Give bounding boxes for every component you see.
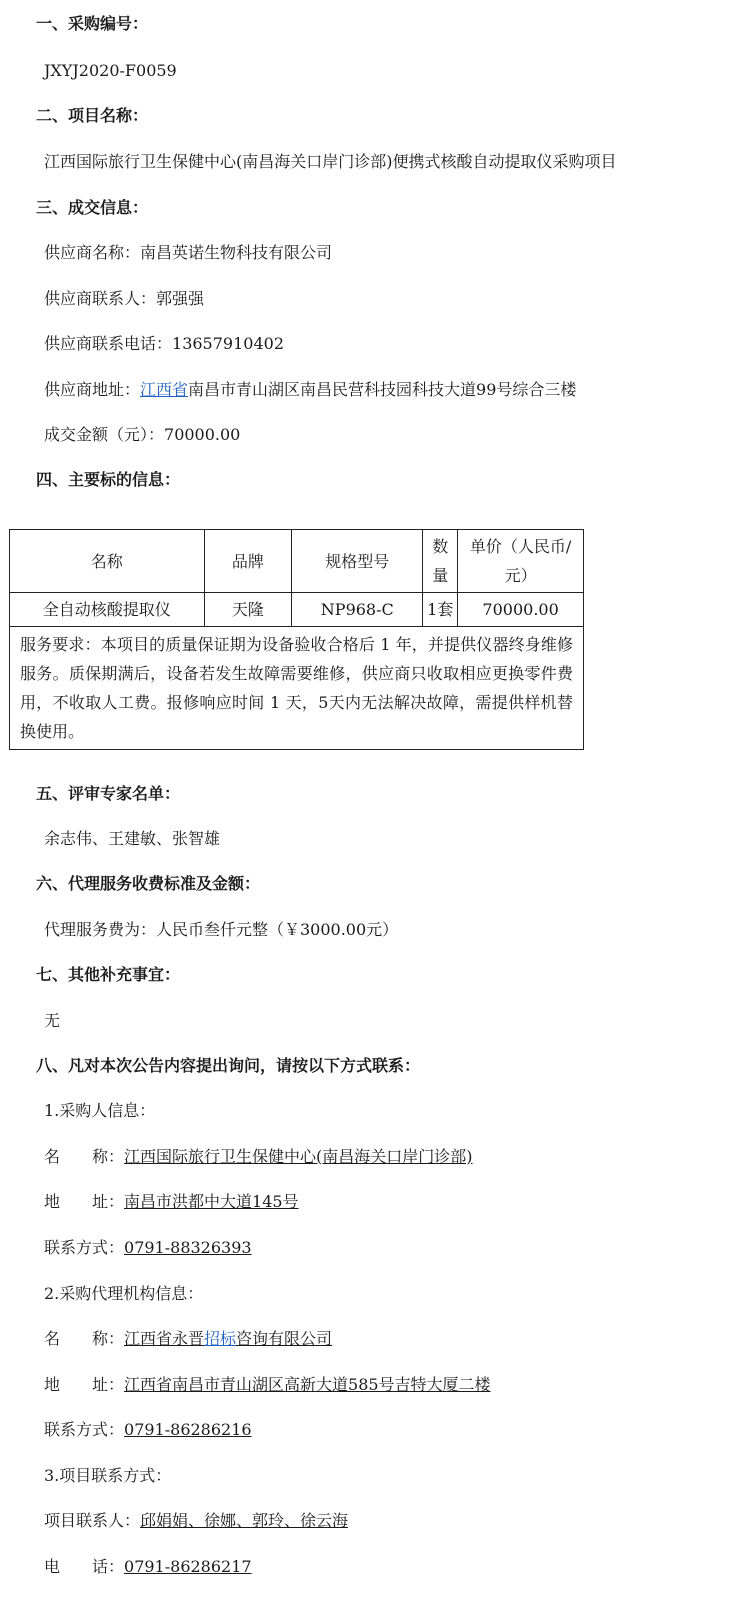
table-header-row	[10, 530, 584, 593]
project-name: 江西国际旅行卫生保健中心(南昌海关口岸门诊部)便携式核酸自动提取仪采购项目	[44, 152, 617, 171]
supplier-contact: 郭强强	[156, 289, 205, 308]
supplier-name-row	[44, 243, 332, 263]
section-heading-procurement-no: 一、采购编号：	[36, 14, 149, 33]
province-link[interactable]: 江西省	[140, 380, 189, 399]
procurement-number: JXYJ2020-F0059	[44, 61, 177, 80]
section-heading-main-items: 四、主要标的信息：	[36, 470, 181, 489]
agency-phone: 0791-86286216	[124, 1420, 252, 1439]
header-brand: 品牌	[204, 530, 292, 593]
purchaser-phone-row	[44, 1238, 252, 1258]
deal-amount-row	[44, 425, 240, 445]
supplier-phone-label: 供应商联系电话：	[44, 334, 173, 353]
agency-address: 江西省南昌市青山湖区高新大道585号吉特大厦二楼	[124, 1375, 491, 1394]
supplier-address-label: 供应商地址：	[44, 380, 141, 399]
project-contact-title: 3.项目联系方式：	[44, 1466, 172, 1485]
agency-fee: 代理服务费为：人民币叁仟元整（￥3000.00元）	[44, 920, 399, 939]
project-phone-label: 电 话：	[44, 1557, 125, 1576]
item-name: 全自动核酸提取仪	[10, 593, 205, 627]
section-heading-contacts: 八、凡对本次公告内容提出询问，请按以下方式联系：	[36, 1056, 421, 1075]
supplier-address: 南昌市青山湖区南昌民营科技园科技大道99号综合三楼	[188, 380, 577, 399]
section-heading-project-name: 二、项目名称：	[36, 106, 149, 125]
purchaser-name-label: 名 称：	[44, 1147, 125, 1166]
item-model: NP968-C	[292, 593, 423, 627]
supplier-phone-row	[44, 334, 284, 354]
agency-name-row	[44, 1329, 332, 1349]
agency-name-part2: 咨询有限公司	[236, 1329, 333, 1348]
main-items-table	[9, 529, 584, 750]
project-people-row	[44, 1511, 348, 1531]
agency-address-label: 地 址：	[44, 1375, 125, 1394]
header-model: 规格型号	[292, 530, 423, 593]
purchaser-name: 江西国际旅行卫生保健中心(南昌海关口岸门诊部)	[124, 1147, 473, 1166]
agency-info-title: 2.采购代理机构信息：	[44, 1284, 204, 1303]
purchaser-phone-label: 联系方式：	[44, 1238, 125, 1257]
purchaser-address: 南昌市洪都中大道145号	[124, 1192, 299, 1211]
item-quantity: 1套	[423, 593, 458, 627]
header-name: 名称	[10, 530, 205, 593]
purchaser-address-label: 地 址：	[44, 1192, 125, 1211]
bidding-link[interactable]: 招标	[204, 1329, 237, 1348]
expert-list: 余志伟、王建敏、张智雄	[44, 829, 221, 848]
service-requirements: 服务要求：本项目的质量保证期为设备验收合格后 1 年，并提供仪器终身维修服务。质保期满后，设备若发生故障需要维修，供应商只收取相应更换零件费用，不收取人工费。报修响应时间 1 天，5天内无法解决故障，需提供样机替换使用。	[10, 627, 584, 750]
agency-address-row	[44, 1375, 491, 1395]
supplier-address-row	[44, 380, 576, 400]
section-heading-deal-info: 三、成交信息：	[36, 198, 149, 217]
header-quantity: 数量	[423, 530, 458, 593]
purchaser-info-title: 1.采购人信息：	[44, 1101, 156, 1120]
project-people: 邱娟娟、徐娜、郭玲、徐云海	[140, 1511, 349, 1530]
item-brand: 天隆	[204, 593, 292, 627]
supplier-contact-row	[44, 289, 204, 309]
deal-amount: 70000.00	[164, 425, 241, 444]
project-phone-row	[44, 1557, 252, 1577]
project-people-label: 项目联系人：	[44, 1511, 141, 1530]
supplier-name: 南昌英诺生物科技有限公司	[140, 243, 333, 262]
supplier-phone: 13657910402	[172, 334, 284, 353]
header-unit-price: 单价（人民币/元）	[458, 530, 584, 593]
agency-phone-row	[44, 1420, 252, 1440]
purchaser-address-row	[44, 1192, 299, 1212]
section-heading-agency-fee: 六、代理服务收费标准及金额：	[36, 874, 261, 893]
supplier-contact-label: 供应商联系人：	[44, 289, 157, 308]
purchaser-name-row	[44, 1147, 473, 1167]
section-heading-other: 七、其他补充事宜：	[36, 965, 181, 984]
supplier-name-label: 供应商名称：	[44, 243, 141, 262]
table-row	[10, 593, 584, 627]
agency-name-label: 名 称：	[44, 1329, 125, 1348]
other-matters: 无	[44, 1011, 61, 1030]
project-phone: 0791-86286217	[124, 1557, 252, 1576]
section-heading-experts: 五、评审专家名单：	[36, 784, 181, 803]
item-unit-price: 70000.00	[458, 593, 584, 627]
deal-amount-label: 成交金额（元）：	[44, 425, 165, 444]
agency-name-part1: 江西省永晋	[124, 1329, 205, 1348]
service-row	[10, 627, 584, 750]
purchaser-phone: 0791-88326393	[124, 1238, 252, 1257]
agency-phone-label: 联系方式：	[44, 1420, 125, 1439]
